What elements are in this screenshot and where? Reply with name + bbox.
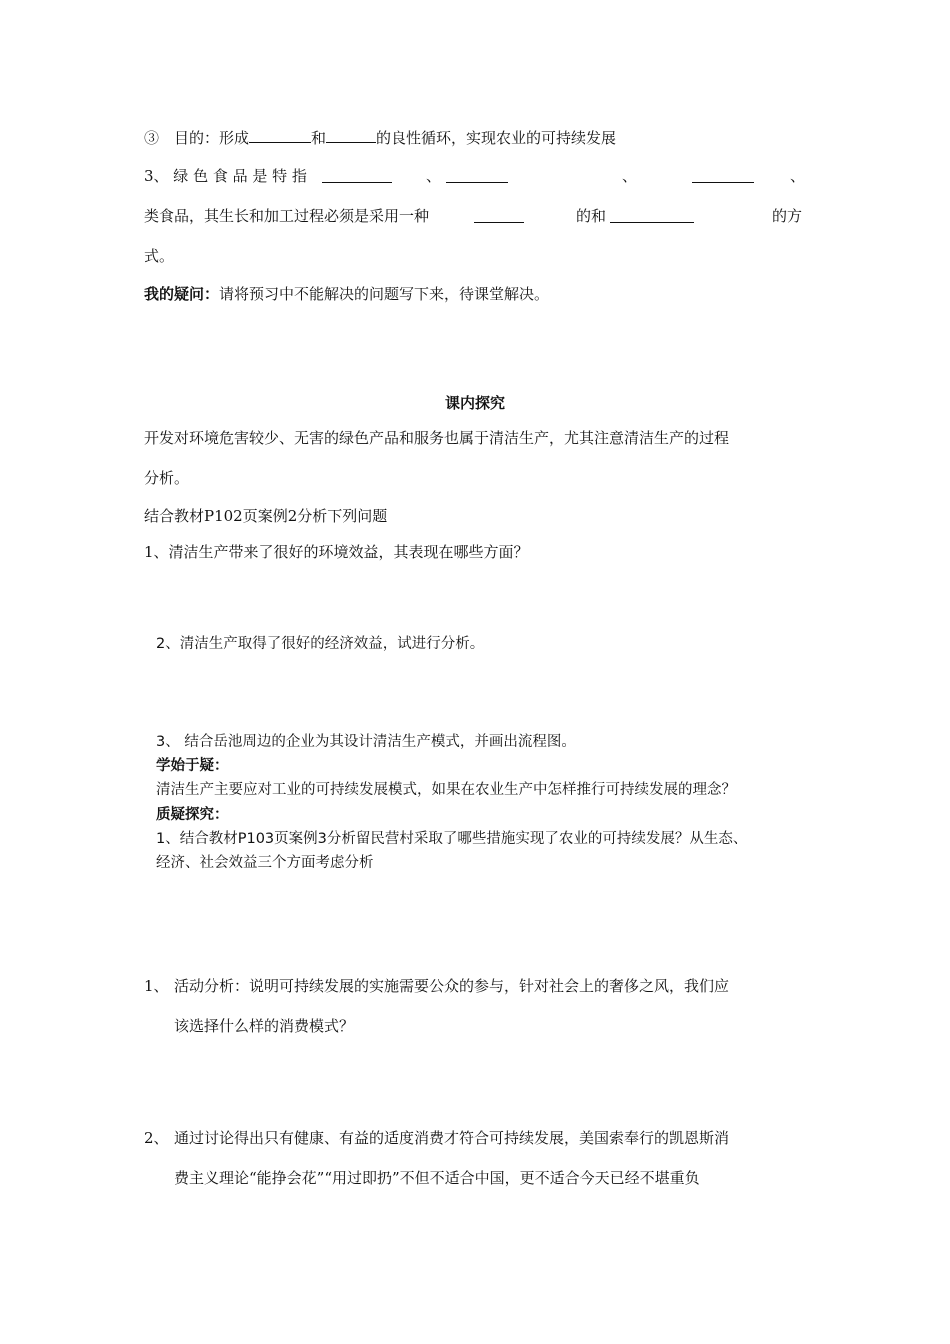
green-food-line-2	[144, 206, 808, 226]
purpose-prefix: ③ 目的：形成	[144, 129, 250, 147]
activity-2-line-2: 费主义理论“能挣会花”“用过即扔”不但不适合中国，更不适合今天已经不堪重负	[174, 1169, 700, 1187]
separator: 、	[426, 167, 442, 185]
green-food-prefix: 3、 绿 色 食 品 是 特 指	[144, 167, 307, 185]
question-1: 1、清洁生产带来了很好的环境效益，其表现在哪些方面？	[144, 543, 529, 561]
question-2: 2、清洁生产取得了很好的经济效益，试进行分析。	[156, 636, 485, 652]
activity-1-number: 1、	[144, 977, 169, 995]
activity-2-number: 2、	[144, 1129, 169, 1147]
my-question-label: 我的疑问：	[144, 285, 220, 303]
fill-blank[interactable]	[249, 128, 311, 143]
activity-1-line-2: 该选择什么样的消费模式？	[174, 1017, 355, 1035]
intro-line-1: 开发对环境危害较少、无害的绿色产品和服务也属于清洁生产，尤其注意清洁生产的过程	[144, 429, 730, 447]
question-3: 3、 结合岳池周边的企业为其设计清洁生产模式，并画出流程图。	[156, 734, 576, 750]
explore-line-1: 1、结合教材P103页案例3分析留民营村采取了哪些措施实现了农业的可持续发展？从生态、	[156, 831, 748, 847]
explore-line-2: 经济、社会效益三个方面考虑分析	[156, 855, 374, 871]
separator: 、	[790, 167, 806, 185]
textbook-reference: 结合教材P102页案例2分析下列问题	[144, 507, 388, 525]
activity-2-line-1: 通过讨论得出只有健康、有益的适度消费才符合可持续发展，美国索奉行的凯恩斯消	[174, 1129, 730, 1147]
fill-blank[interactable]	[446, 168, 508, 183]
separator: 、	[622, 167, 638, 185]
green-food-suffix: 的方	[772, 207, 803, 225]
explore-label: 质疑探究：	[156, 807, 229, 823]
purpose-mid: 和	[311, 129, 327, 147]
purpose-suffix: 的良性循环，实现农业的可持续发展	[376, 129, 617, 147]
my-question-text: 请将预习中不能解决的问题写下来，待课堂解决。	[219, 285, 550, 303]
fill-blank[interactable]	[610, 208, 694, 223]
section-title: 课内探究	[444, 394, 505, 412]
green-food-mid: 的和	[576, 207, 607, 225]
fill-blank[interactable]	[474, 208, 524, 223]
purpose-line	[144, 128, 616, 148]
fill-blank[interactable]	[322, 168, 392, 183]
green-food-line	[144, 166, 808, 186]
fill-blank[interactable]	[326, 128, 376, 143]
green-food-end: 式。	[144, 247, 175, 265]
green-food-text: 类食品，其生长和加工过程必须是采用一种	[144, 207, 430, 225]
fill-blank[interactable]	[692, 168, 754, 183]
activity-1-line-1: 活动分析：说明可持续发展的实施需要公众的参与，针对社会上的奢侈之风，我们应	[174, 977, 730, 995]
intro-line-2: 分析。	[144, 469, 190, 487]
learn-from-doubt-label: 学始于疑：	[156, 758, 229, 774]
my-question	[144, 284, 549, 304]
learn-from-doubt-text: 清洁生产主要应对工业的可持续发展模式，如果在农业生产中怎样推行可持续发展的理念？	[156, 782, 736, 798]
